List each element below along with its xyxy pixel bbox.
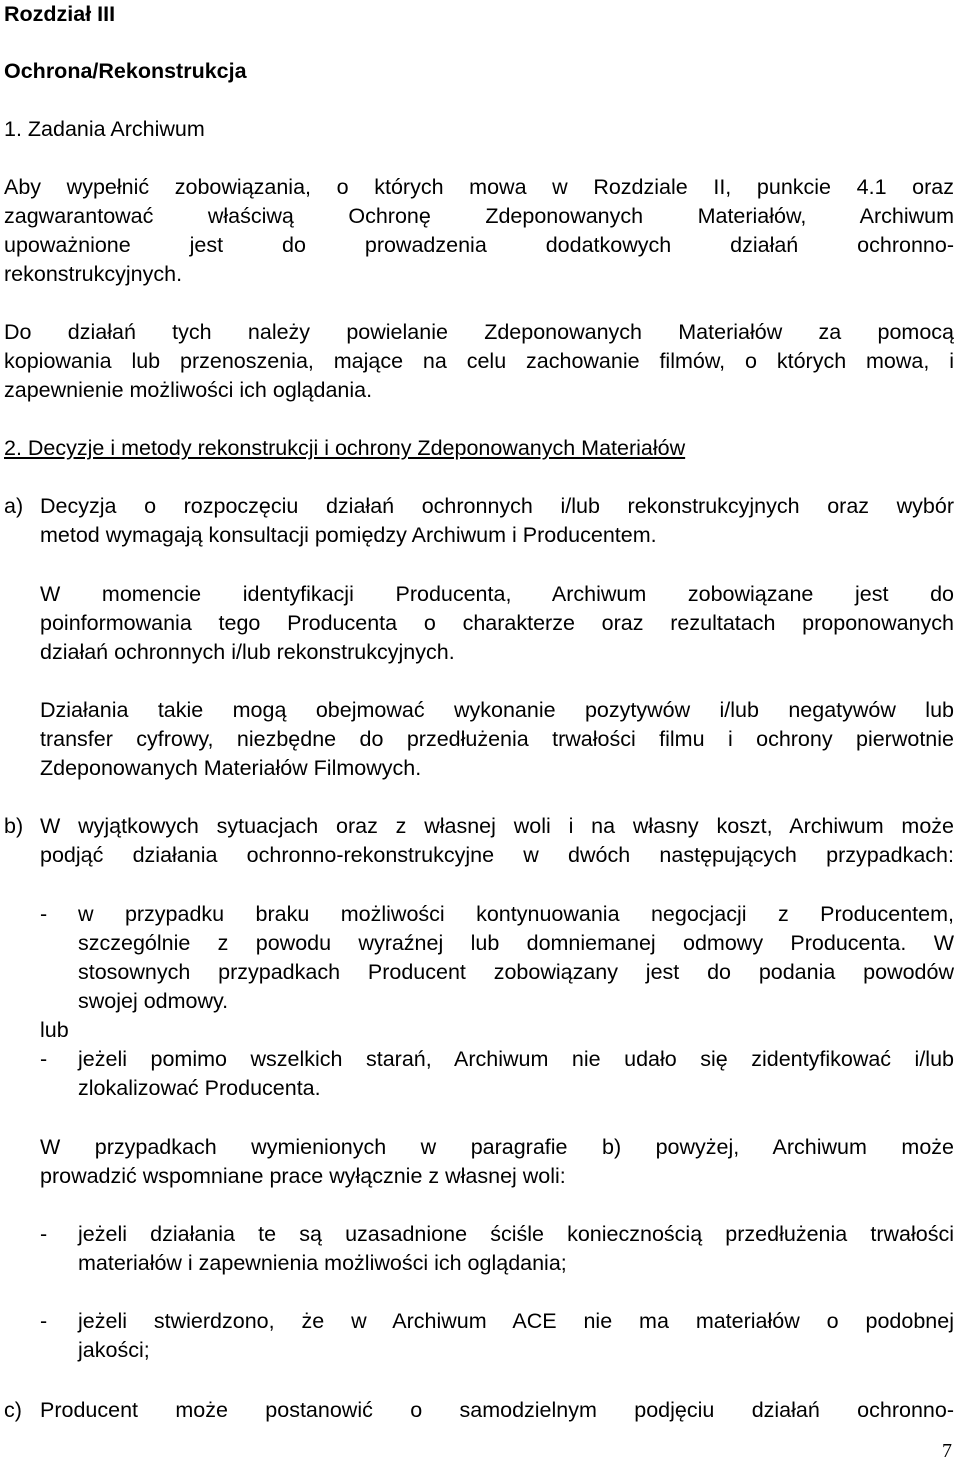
list-item-line: materiałów i zapewnienia możliwości ich oglądania; bbox=[78, 1251, 567, 1275]
paragraph-line: zapewnienie możliwości ich oglądania. bbox=[4, 378, 373, 402]
paragraph-line: W przypadkach wymienionych w paragrafie b) powyżej, Archiwum może bbox=[40, 1135, 954, 1159]
list-item-line: stosownych przypadkach Producent zobowiązany jest do podania powodów bbox=[78, 960, 954, 984]
chapter-title: Rozdział III bbox=[4, 2, 116, 26]
paragraph-line: Producent może postanowić o samodzielnym podjęciu działań ochronno- bbox=[40, 1398, 954, 1422]
paragraph-line: Działania takie mogą obejmować wykonanie pozytywów i/lub negatywów lub bbox=[40, 698, 954, 722]
list-item-line: zlokalizować Producenta. bbox=[78, 1076, 321, 1100]
paragraph-line: Decyzja o rozpoczęciu działań ochronnych i/lub rekonstrukcyjnych oraz wybór bbox=[40, 494, 954, 518]
item-label-a: a) bbox=[4, 494, 24, 518]
list-dash: - bbox=[40, 1047, 48, 1071]
paragraph-line: działań ochronnych i/lub rekonstrukcyjnych. bbox=[40, 640, 455, 664]
list-dash: - bbox=[40, 1222, 48, 1246]
list-item-line: w przypadku braku możliwości kontynuowania negocjacji z Producentem, bbox=[78, 902, 954, 926]
list-item-line: swojej odmowy. bbox=[78, 989, 229, 1013]
item-label-c: c) bbox=[4, 1398, 22, 1422]
paragraph-line: metod wymagają konsultacji pomiędzy Archiwum i Producentem. bbox=[40, 523, 657, 547]
paragraph-line: prowadzić wspomniane prace wyłącznie z własnej woli: bbox=[40, 1164, 566, 1188]
paragraph-line: Aby wypełnić zobowiązania, o których mowa w Rozdziale II, punkcie 4.1 oraz bbox=[4, 175, 954, 199]
paragraph-line: podjąć działania ochronno-rekonstrukcyjne w dwóch następujących przypadkach: bbox=[40, 843, 954, 867]
list-item-line: jeżeli działania te są uzasadnione ściśle koniecznością przedłużenia trwałości bbox=[78, 1222, 954, 1246]
paragraph-line: zagwarantować właściwą Ochronę Zdeponowanych Materiałów, Archiwum bbox=[4, 204, 954, 228]
paragraph-line: W momencie identyfikacji Producenta, Archiwum zobowiązane jest do bbox=[40, 582, 954, 606]
list-item-line: szczególnie z powodu wyraźnej lub domniemanej odmowy Producenta. W bbox=[78, 931, 954, 955]
paragraph-line: rekonstrukcyjnych. bbox=[4, 262, 183, 286]
heading-decyzje: 2. Decyzje i metody rekonstrukcji i ochrony Zdeponowanych Materiałów bbox=[4, 436, 686, 460]
item-label-b: b) bbox=[4, 814, 24, 838]
heading-zadania: 1. Zadania Archiwum bbox=[4, 117, 205, 141]
connector-lub: lub bbox=[40, 1018, 69, 1042]
list-item-line: jeżeli pomimo wszelkich starań, Archiwum nie udało się zidentyfikować i/lub bbox=[78, 1047, 954, 1071]
page-number: 7 bbox=[942, 1440, 952, 1462]
paragraph-line: transfer cyfrowy, niezbędne do przedłużenia trwałości filmu i ochrony pierwotnie bbox=[40, 727, 954, 751]
list-dash: - bbox=[40, 902, 48, 926]
paragraph-line: Do działań tych należy powielanie Zdeponowanych Materiałów za pomocą bbox=[4, 320, 954, 344]
paragraph-line: Zdeponowanych Materiałów Filmowych. bbox=[40, 756, 422, 780]
paragraph-line: kopiowania lub przenoszenia, mające na celu zachowanie filmów, o których mowa, i bbox=[4, 349, 954, 373]
list-item-line: jakości; bbox=[78, 1338, 150, 1362]
list-dash: - bbox=[40, 1309, 48, 1333]
paragraph-line: poinformowania tego Producenta o charakterze oraz rezultatach proponowanych bbox=[40, 611, 954, 635]
section-title: Ochrona/Rekonstrukcja bbox=[4, 59, 247, 83]
paragraph-line: upoważnione jest do prowadzenia dodatkowych działań ochronno- bbox=[4, 233, 954, 257]
list-item-line: jeżeli stwierdzono, że w Archiwum ACE nie ma materiałów o podobnej bbox=[78, 1309, 954, 1333]
paragraph-line: W wyjątkowych sytuacjach oraz z własnej woli i na własny koszt, Archiwum może bbox=[40, 814, 954, 838]
